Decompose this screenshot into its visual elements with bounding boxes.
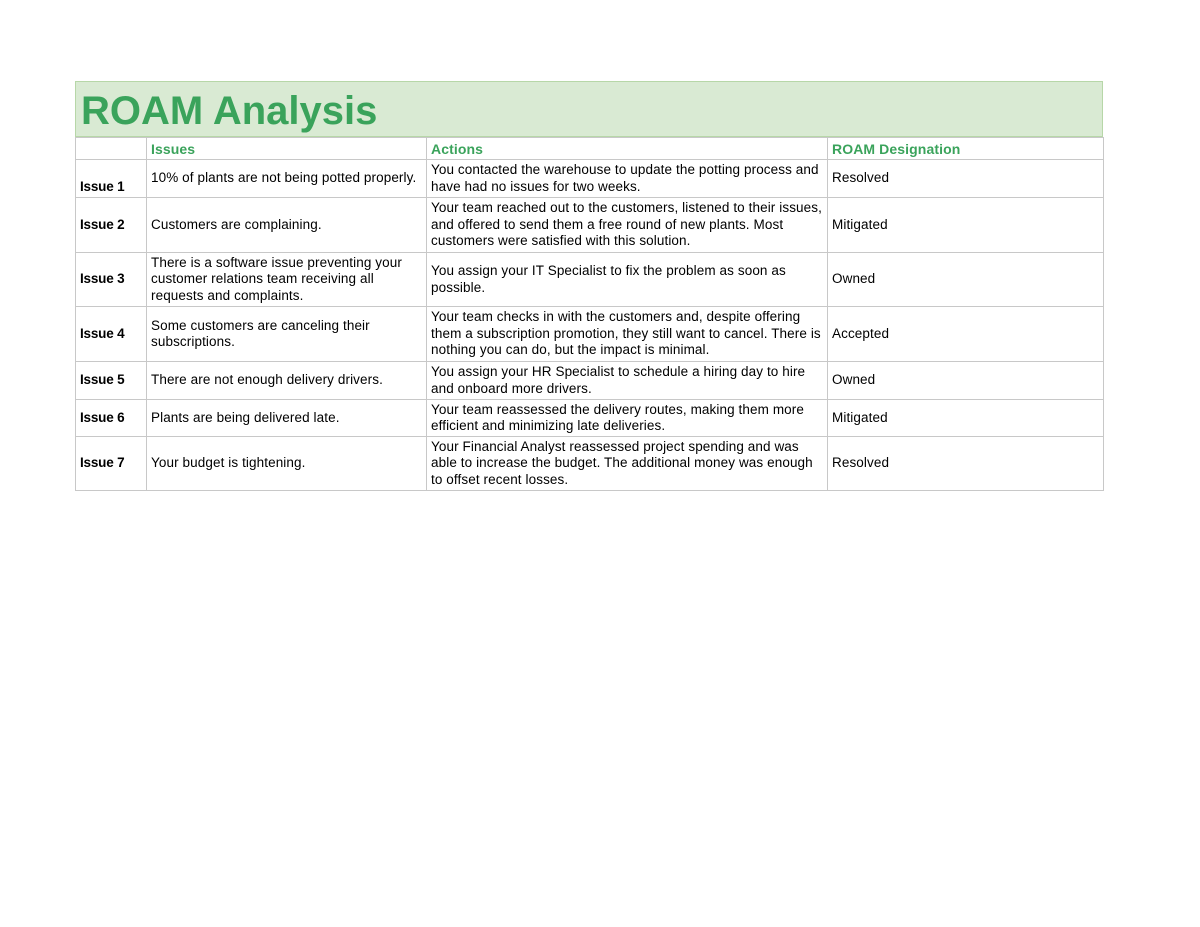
header-row	[76, 138, 1104, 160]
table-row	[76, 400, 1104, 437]
designation-cell: Resolved	[828, 160, 1104, 198]
header-issues: Issues	[147, 138, 427, 160]
action-cell: You assign your HR Specialist to schedule a hiring day to hire and onboard more drivers.	[427, 362, 828, 400]
table-row	[76, 437, 1104, 491]
header-label	[76, 138, 147, 160]
issue-label: Issue 5	[76, 362, 147, 400]
action-cell: Your team reassessed the delivery routes, making them more efficient and minimizing late deliveries.	[427, 400, 828, 437]
title-band	[75, 81, 1103, 137]
designation-cell: Owned	[828, 362, 1104, 400]
issue-label: Issue 6	[76, 400, 147, 437]
table-row	[76, 307, 1104, 362]
issue-label: Issue 3	[76, 253, 147, 307]
issue-cell: There are not enough delivery drivers.	[147, 362, 427, 400]
designation-cell: Owned	[828, 253, 1104, 307]
action-cell: Your team reached out to the customers, listened to their issues, and offered to send them a free round of new plants. Most customers were satisfied with this solution.	[427, 198, 828, 253]
table-row	[76, 160, 1104, 198]
issue-label: Issue 2	[76, 198, 147, 253]
table-row	[76, 198, 1104, 253]
designation-cell: Mitigated	[828, 400, 1104, 437]
page-title: ROAM Analysis	[81, 89, 378, 133]
action-cell: You contacted the warehouse to update the potting process and have had no issues for two weeks.	[427, 160, 828, 198]
issue-cell: 10% of plants are not being potted properly.	[147, 160, 427, 198]
header-roam-designation: ROAM Designation	[828, 138, 1104, 160]
designation-cell: Mitigated	[828, 198, 1104, 253]
table-row	[76, 253, 1104, 307]
designation-cell: Accepted	[828, 307, 1104, 362]
designation-cell: Resolved	[828, 437, 1104, 491]
action-cell: Your Financial Analyst reassessed project spending and was able to increase the budget. The additional money was enough to offset recent losses.	[427, 437, 828, 491]
issue-label: Issue 4	[76, 307, 147, 362]
issue-label: Issue 7	[76, 437, 147, 491]
issue-cell: There is a software issue preventing your customer relations team receiving all requests and complaints.	[147, 253, 427, 307]
issue-label: Issue 1	[76, 160, 147, 198]
issue-cell: Customers are complaining.	[147, 198, 427, 253]
action-cell: You assign your IT Specialist to fix the problem as soon as possible.	[427, 253, 828, 307]
issue-cell: Some customers are canceling their subscriptions.	[147, 307, 427, 362]
header-actions: Actions	[427, 138, 828, 160]
table-row	[76, 362, 1104, 400]
action-cell: Your team checks in with the customers and, despite offering them a subscription promotion, they still want to cancel. There is nothing you can do, but the impact is minimal.	[427, 307, 828, 362]
roam-table	[75, 137, 1104, 491]
issue-cell: Plants are being delivered late.	[147, 400, 427, 437]
roam-sheet	[75, 81, 1103, 491]
issue-cell: Your budget is tightening.	[147, 437, 427, 491]
